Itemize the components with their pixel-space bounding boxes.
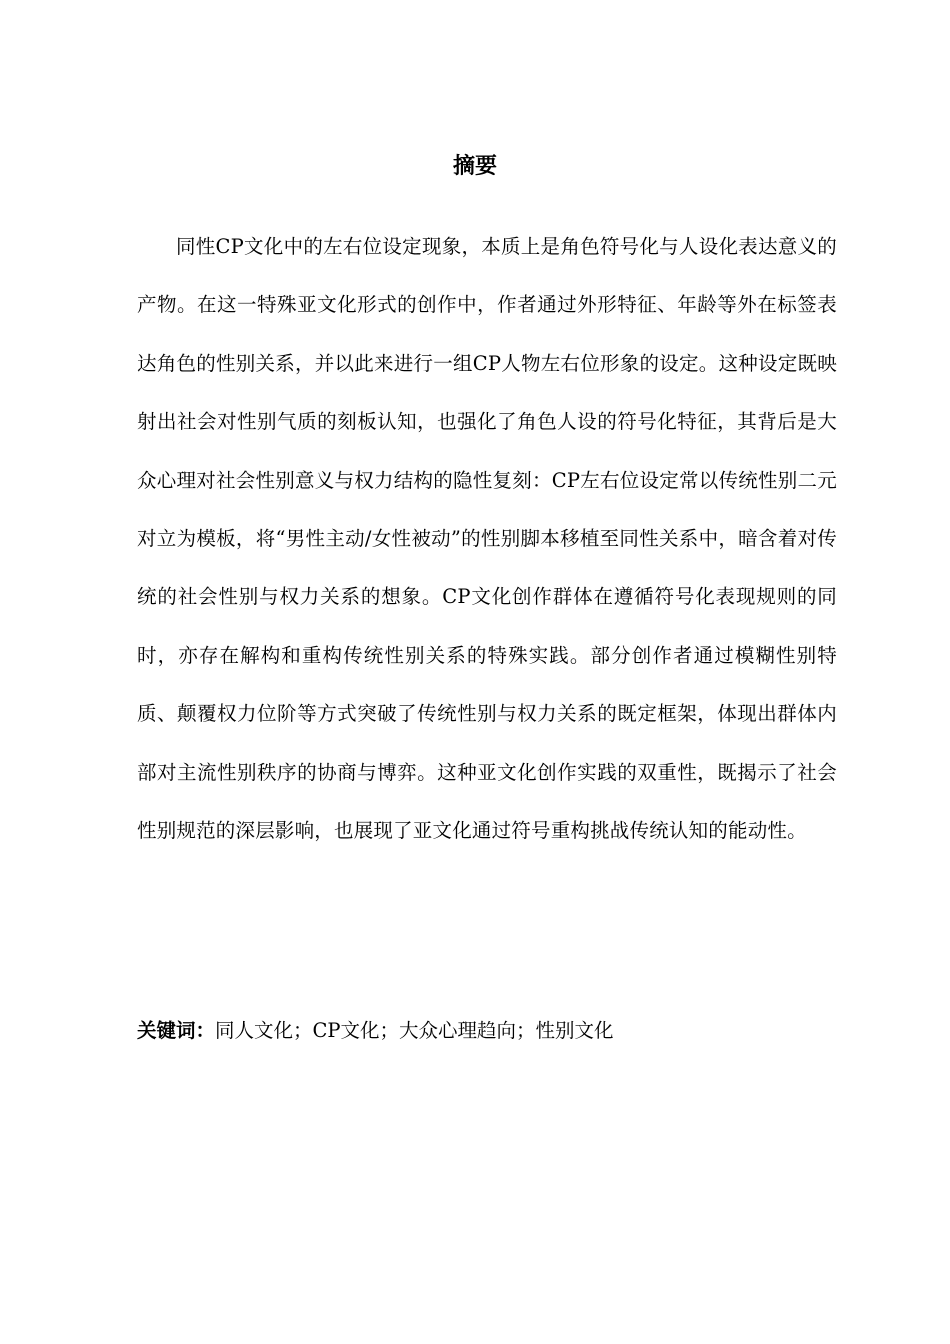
keywords-line <box>137 1016 837 1046</box>
keywords-text: 同人文化；CP文化；大众心理趋向；性别文化 <box>215 1019 614 1042</box>
abstract-body: 同性CP文化中的左右位设定现象，本质上是角色符号化与人设化表达意义的产物。在这一特殊亚文化形式的创作中，作者通过外形特征、年龄等外在标签表达角色的性别关系，并以此来进行一组CP人物左右位形象的设定。这种设定既映射出社会对性别气质的刻板认知，也强化了角色人设的符号化特征，其背后是大众心理对社会性别意义与权力结构的隐性复刻：CP左右位设定常以传统性别二元对立为模板，将“男性主动/女性被动”的性别脚本移植至同性关系中，暗含着对传统的社会性别与权力关系的想象。CP文化创作群体在遵循符号化表现规则的同时，亦存在解构和重构传统性别关系的特殊实践。部分创作者通过模糊性别特质、颠覆权力位阶等方式突破了传统性别与权力关系的既定框架，体现出群体内部对主流性别秩序的协商与博弈。这种亚文化创作实践的双重性，既揭示了社会性别规范的深层影响，也展现了亚文化通过符号重构挑战传统认知的能动性。 <box>137 235 837 843</box>
keywords-label: 关键词： <box>137 1019 216 1042</box>
abstract-title: 摘要 <box>452 154 497 179</box>
